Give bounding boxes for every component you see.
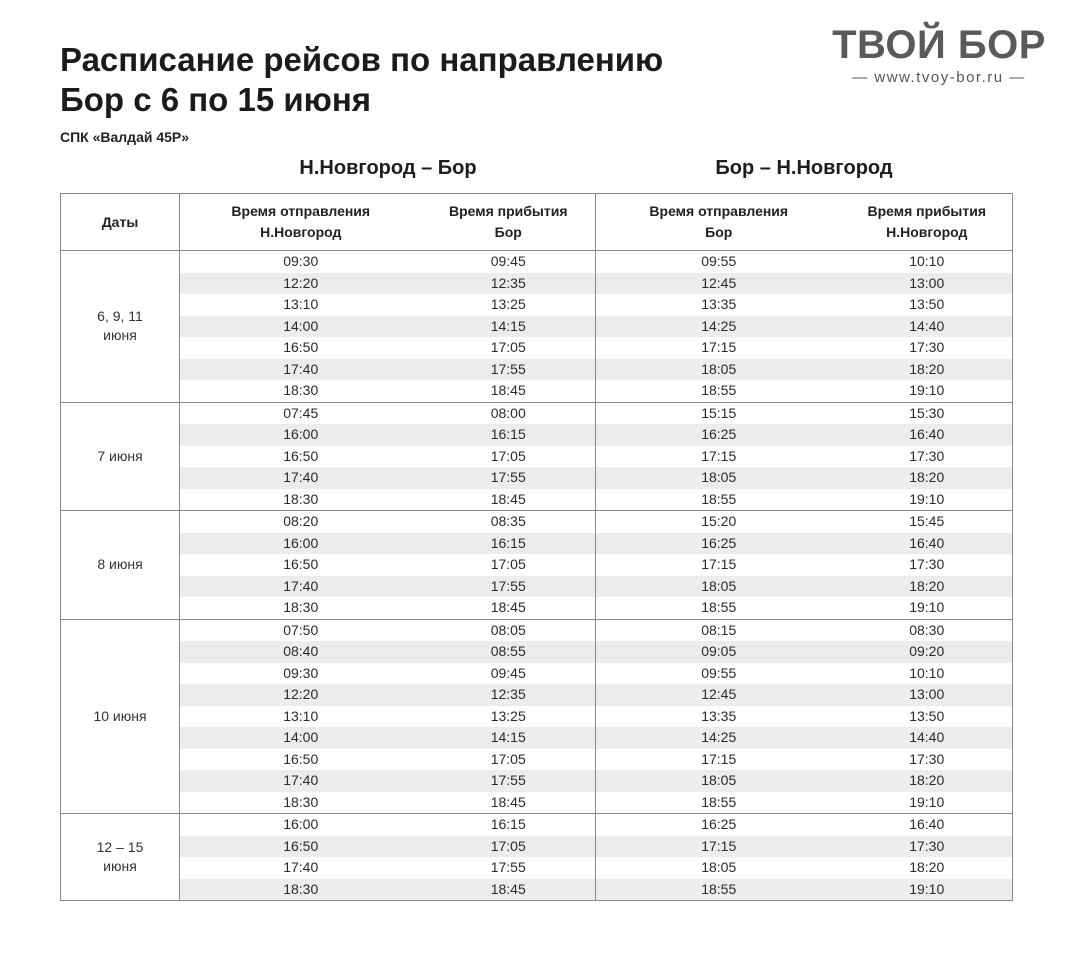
departure-nn-time: 16:50 bbox=[283, 556, 319, 573]
departure-nn-time: 08:20 bbox=[283, 513, 319, 530]
arrival-bor-time: 17:05 bbox=[422, 446, 596, 468]
table-row bbox=[61, 857, 1013, 879]
table-row bbox=[61, 489, 1013, 511]
table-row bbox=[61, 424, 1013, 446]
arrival-bor-time: 12:35 bbox=[422, 684, 596, 706]
table-row bbox=[61, 446, 1013, 468]
table-row bbox=[61, 836, 1013, 858]
departure-bor-time: 17:15 bbox=[701, 447, 737, 464]
departure-bor-time: 14:25 bbox=[596, 316, 842, 338]
date-line-2: июня bbox=[103, 327, 137, 344]
arrival-nn-time: 09:20 bbox=[842, 641, 1013, 663]
departure-nn-time: 08:40 bbox=[180, 641, 422, 663]
departure-nn-time: 12:20 bbox=[180, 684, 422, 706]
date-cell bbox=[61, 814, 180, 901]
table-row bbox=[61, 467, 1013, 489]
departure-nn-time: 16:00 bbox=[180, 424, 422, 446]
departure-bor-time: 14:25 bbox=[596, 727, 842, 749]
arrival-bor-time: 18:45 bbox=[422, 489, 596, 511]
departure-nn-time: 17:40 bbox=[180, 770, 422, 792]
departure-bor-time: 18:55 bbox=[596, 597, 842, 619]
arrival-nn-time: 13:50 bbox=[842, 706, 1013, 728]
departure-bor-time: 18:05 bbox=[596, 770, 842, 792]
arrival-bor-time: 08:00 bbox=[422, 402, 596, 424]
departure-bor-time: 09:55 bbox=[701, 253, 737, 270]
departure-nn-time: 13:10 bbox=[283, 296, 319, 313]
departure-bor-time: 18:55 bbox=[596, 879, 842, 901]
arrival-nn-time: 10:10 bbox=[842, 251, 1013, 273]
table-row bbox=[61, 511, 1013, 533]
table-row bbox=[61, 792, 1013, 814]
departure-bor-time: 09:05 bbox=[596, 641, 842, 663]
table-header-row bbox=[61, 194, 1013, 251]
date-line-1: 8 июня bbox=[97, 556, 143, 573]
departure-nn-time: 07:50 bbox=[283, 621, 319, 638]
arrival-bor-time: 13:25 bbox=[422, 706, 596, 728]
arrival-bor-time: 17:05 bbox=[422, 836, 596, 858]
column-header-arrival-nn: Время прибытия Н.Новгород bbox=[842, 194, 1013, 251]
title-line-1: Расписание рейсов по направлению bbox=[60, 41, 664, 78]
table-row bbox=[61, 337, 1013, 359]
departure-nn-time: 17:40 bbox=[180, 576, 422, 598]
title-line-2: Бор с 6 по 15 июня bbox=[60, 81, 372, 118]
departure-nn-time: 17:40 bbox=[283, 859, 319, 876]
departure-bor-time: 13:35 bbox=[701, 296, 737, 313]
arrival-nn-time: 15:30 bbox=[842, 402, 1013, 424]
vessel-name: СПК «Валдай 45Р» bbox=[60, 129, 190, 145]
arrival-nn-time: 17:30 bbox=[842, 554, 1013, 576]
table-row bbox=[61, 294, 1013, 316]
arrival-bor-time: 17:05 bbox=[422, 554, 596, 576]
departure-nn-time: 18:30 bbox=[180, 879, 422, 901]
departure-nn-time: 18:30 bbox=[180, 380, 422, 402]
arrival-bor-time: 18:45 bbox=[422, 380, 596, 402]
arrival-nn-time: 18:20 bbox=[842, 359, 1013, 381]
table-row bbox=[61, 770, 1013, 792]
schedule-table bbox=[60, 193, 1013, 901]
departure-nn-time: 12:20 bbox=[180, 273, 422, 295]
table-row bbox=[61, 684, 1013, 706]
departure-bor-time: 17:15 bbox=[701, 339, 737, 356]
arrival-bor-time: 12:35 bbox=[422, 273, 596, 295]
date-line-1: 10 июня bbox=[93, 707, 147, 724]
arrival-nn-time: 16:40 bbox=[842, 424, 1013, 446]
arrival-bor-time: 17:55 bbox=[422, 770, 596, 792]
arrival-nn-time: 17:30 bbox=[842, 446, 1013, 468]
brand-name: ТВОЙ БОР bbox=[832, 23, 1046, 67]
arrival-nn-time: 16:40 bbox=[842, 814, 1013, 836]
departure-nn-time: 16:50 bbox=[283, 447, 319, 464]
date-cell bbox=[61, 251, 180, 403]
table-row bbox=[61, 619, 1013, 641]
arrival-bor-time: 08:35 bbox=[422, 511, 596, 533]
departure-nn-time: 16:00 bbox=[283, 816, 319, 833]
arrival-bor-time: 09:45 bbox=[422, 251, 596, 273]
column-header-dates: Даты bbox=[61, 194, 180, 251]
departure-nn-time: 07:45 bbox=[283, 404, 319, 421]
departure-bor-time: 18:05 bbox=[701, 859, 737, 876]
departure-bor-time: 15:15 bbox=[701, 404, 737, 421]
brand-url: — www.tvoy-bor.ru — bbox=[852, 69, 1026, 86]
departure-bor-time: 09:55 bbox=[701, 664, 737, 681]
arrival-bor-time: 14:15 bbox=[422, 727, 596, 749]
departure-bor-time: 12:45 bbox=[596, 684, 842, 706]
arrival-nn-time: 19:10 bbox=[842, 380, 1013, 402]
departure-bor-time: 18:05 bbox=[596, 576, 842, 598]
arrival-bor-time: 17:05 bbox=[422, 337, 596, 359]
table-row bbox=[61, 533, 1013, 555]
column-header-departure-nn: Время отправления Н.Новгород bbox=[180, 194, 422, 251]
direction-from-bor: Бор – Н.Новгород bbox=[715, 157, 893, 179]
table-row bbox=[61, 706, 1013, 728]
departure-bor-time: 16:25 bbox=[596, 424, 842, 446]
departure-nn-time: 14:00 bbox=[180, 316, 422, 338]
arrival-nn-time: 19:10 bbox=[842, 792, 1013, 814]
column-header-arrival-bor: Время прибытия Бор bbox=[422, 194, 596, 251]
page-title bbox=[60, 40, 780, 120]
date-line-1: 12 – 15 bbox=[96, 839, 144, 855]
departure-nn-time: 17:40 bbox=[180, 359, 422, 381]
arrival-nn-time: 17:30 bbox=[842, 836, 1013, 858]
departure-bor-time: 13:35 bbox=[701, 707, 737, 724]
departure-nn-time: 16:50 bbox=[283, 339, 319, 356]
arrival-nn-time: 18:20 bbox=[842, 467, 1013, 489]
arrival-bor-time: 18:45 bbox=[422, 597, 596, 619]
arrival-nn-time: 13:50 bbox=[842, 294, 1013, 316]
table-row bbox=[61, 663, 1013, 685]
arrival-bor-time: 18:45 bbox=[422, 792, 596, 814]
direction-to-bor: Н.Новгород – Бор bbox=[299, 157, 477, 179]
departure-nn-time: 09:30 bbox=[283, 253, 319, 270]
date-line-1: 6, 9, 11 bbox=[97, 308, 143, 325]
date-cell bbox=[61, 511, 180, 620]
table-row bbox=[61, 380, 1013, 402]
arrival-nn-time: 08:30 bbox=[842, 619, 1013, 641]
arrival-nn-time: 19:10 bbox=[842, 489, 1013, 511]
arrival-nn-time: 10:10 bbox=[842, 663, 1013, 685]
table-row bbox=[61, 359, 1013, 381]
departure-nn-time: 14:00 bbox=[180, 727, 422, 749]
arrival-bor-time: 09:45 bbox=[422, 663, 596, 685]
table-row bbox=[61, 273, 1013, 295]
arrival-bor-time: 18:45 bbox=[422, 879, 596, 901]
table-row bbox=[61, 727, 1013, 749]
arrival-nn-time: 19:10 bbox=[842, 597, 1013, 619]
departure-bor-time: 18:55 bbox=[596, 380, 842, 402]
departure-nn-time: 18:30 bbox=[180, 489, 422, 511]
departure-bor-time: 16:25 bbox=[596, 533, 842, 555]
departure-bor-time: 18:05 bbox=[596, 359, 842, 381]
table-row bbox=[61, 749, 1013, 771]
arrival-nn-time: 18:20 bbox=[842, 857, 1013, 879]
brand-logo bbox=[819, 22, 1059, 88]
column-header-departure-bor: Время отправления Бор bbox=[596, 194, 842, 251]
date-cell bbox=[61, 619, 180, 814]
departure-bor-time: 08:15 bbox=[701, 621, 737, 638]
arrival-nn-time: 17:30 bbox=[842, 337, 1013, 359]
arrival-nn-time: 14:40 bbox=[842, 727, 1013, 749]
arrival-nn-time: 15:45 bbox=[842, 511, 1013, 533]
arrival-bor-time: 17:05 bbox=[422, 749, 596, 771]
departure-nn-time: 18:30 bbox=[180, 792, 422, 814]
arrival-bor-time: 16:15 bbox=[422, 424, 596, 446]
arrival-nn-time: 16:40 bbox=[842, 533, 1013, 555]
departure-bor-time: 17:15 bbox=[596, 836, 842, 858]
table-row bbox=[61, 316, 1013, 338]
departure-bor-time: 18:55 bbox=[596, 489, 842, 511]
arrival-bor-time: 13:25 bbox=[422, 294, 596, 316]
arrival-bor-time: 16:15 bbox=[422, 533, 596, 555]
arrival-nn-time: 18:20 bbox=[842, 770, 1013, 792]
arrival-nn-time: 17:30 bbox=[842, 749, 1013, 771]
table-row bbox=[61, 402, 1013, 424]
departure-bor-time: 18:55 bbox=[596, 792, 842, 814]
arrival-nn-time: 14:40 bbox=[842, 316, 1013, 338]
arrival-nn-time: 19:10 bbox=[842, 879, 1013, 901]
departure-nn-time: 09:30 bbox=[283, 664, 319, 681]
table-row bbox=[61, 576, 1013, 598]
table-row bbox=[61, 879, 1013, 901]
table-row bbox=[61, 597, 1013, 619]
departure-nn-time: 17:40 bbox=[180, 467, 422, 489]
table-row bbox=[61, 641, 1013, 663]
arrival-nn-time: 13:00 bbox=[842, 684, 1013, 706]
arrival-bor-time: 17:55 bbox=[422, 359, 596, 381]
departure-bor-time: 16:25 bbox=[701, 816, 737, 833]
departure-nn-time: 16:50 bbox=[283, 750, 319, 767]
date-line-2: июня bbox=[103, 858, 137, 874]
arrival-bor-time: 17:55 bbox=[422, 857, 596, 879]
departure-nn-time: 18:30 bbox=[180, 597, 422, 619]
table-row bbox=[61, 814, 1013, 836]
table-row bbox=[61, 251, 1013, 273]
arrival-bor-time: 14:15 bbox=[422, 316, 596, 338]
departure-nn-time: 13:10 bbox=[283, 707, 319, 724]
arrival-bor-time: 17:55 bbox=[422, 467, 596, 489]
table-row bbox=[61, 554, 1013, 576]
departure-bor-time: 15:20 bbox=[701, 513, 737, 530]
departure-bor-time: 17:15 bbox=[701, 556, 737, 573]
arrival-bor-time: 08:55 bbox=[422, 641, 596, 663]
arrival-nn-time: 18:20 bbox=[842, 576, 1013, 598]
departure-bor-time: 12:45 bbox=[596, 273, 842, 295]
arrival-bor-time: 16:15 bbox=[422, 814, 596, 836]
arrival-bor-time: 08:05 bbox=[422, 619, 596, 641]
date-cell bbox=[61, 402, 180, 511]
arrival-bor-time: 17:55 bbox=[422, 576, 596, 598]
departure-bor-time: 18:05 bbox=[596, 467, 842, 489]
departure-nn-time: 16:50 bbox=[180, 836, 422, 858]
arrival-nn-time: 13:00 bbox=[842, 273, 1013, 295]
date-line-1: 7 июня bbox=[97, 447, 143, 464]
departure-nn-time: 16:00 bbox=[180, 533, 422, 555]
departure-bor-time: 17:15 bbox=[701, 750, 737, 767]
